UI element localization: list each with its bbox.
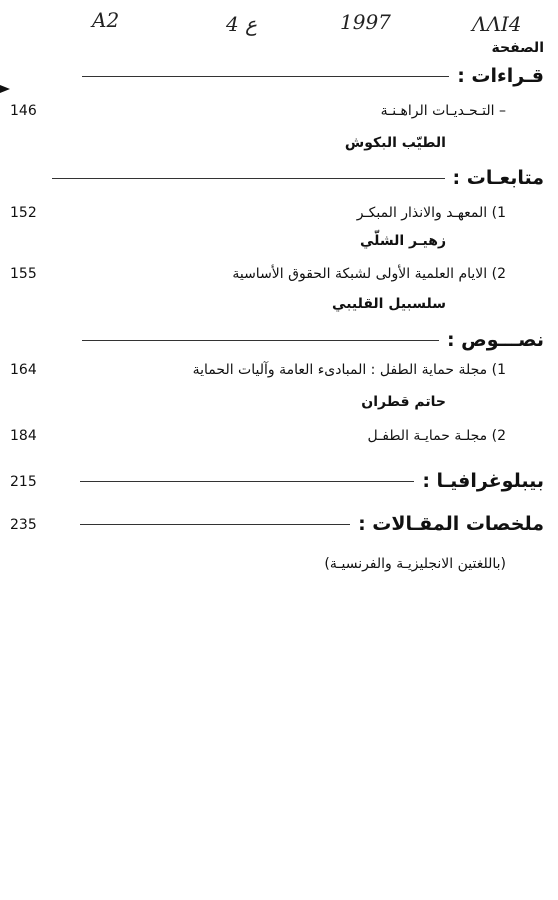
section-title: بيبلوغرافيـا :	[422, 470, 544, 492]
page-number: 215	[10, 474, 37, 490]
section-bibliography	[80, 467, 544, 495]
handwritten-volume: 4 ع	[226, 12, 258, 36]
section-title: قـراءات :	[457, 65, 544, 87]
toc-entry: 2) مجلـة حمايـة الطفـل	[367, 428, 506, 444]
page-number: 164	[10, 362, 37, 378]
abstracts-note: (باللغتين الانجليزيـة والفرنسيـة)	[324, 556, 506, 572]
page-number: 146	[10, 103, 37, 119]
margin-tick-mark	[0, 85, 10, 93]
page-number: 235	[10, 517, 37, 533]
section-title: متابعـات :	[452, 167, 544, 189]
page-number: 152	[10, 205, 37, 221]
section-followups	[52, 164, 544, 192]
page-column-label: الصفحة	[491, 40, 544, 56]
section-title: ملخصات المقـالات :	[358, 513, 544, 535]
page-number: 184	[10, 428, 37, 444]
section-rule	[52, 178, 445, 179]
section-rule	[80, 524, 350, 525]
section-rule	[82, 340, 439, 341]
entry-author: الطيّب البكوش	[344, 135, 446, 151]
handwritten-code: A2	[92, 8, 120, 32]
section-texts	[82, 326, 544, 354]
section-title: نصـــوص :	[446, 329, 544, 351]
section-abstracts	[80, 510, 544, 538]
entry-author: زهيـر الشلّي	[359, 233, 446, 249]
section-rule	[82, 76, 449, 77]
section-readings	[82, 62, 544, 90]
toc-entry: 1) المعهـد والانذار المبكـر	[356, 205, 506, 221]
page-number: 155	[10, 266, 37, 282]
toc-entry: 2) الايام العلمية الأولى لشبكة الحقوق الأساسية	[232, 266, 506, 282]
section-rule	[80, 481, 414, 482]
handwritten-year: 1997	[340, 10, 391, 34]
toc-entry: 1) مجلة حماية الطفل : المبادىء العامة وآليات الحماية	[192, 362, 506, 378]
handwritten-ref: ΛΛΙ4	[472, 12, 522, 36]
entry-author: حاتم قطران	[361, 394, 446, 410]
toc-entry: – التـحـديـات الراهـنـة	[380, 103, 506, 119]
entry-author: سلسبيل القليبي	[332, 296, 446, 312]
